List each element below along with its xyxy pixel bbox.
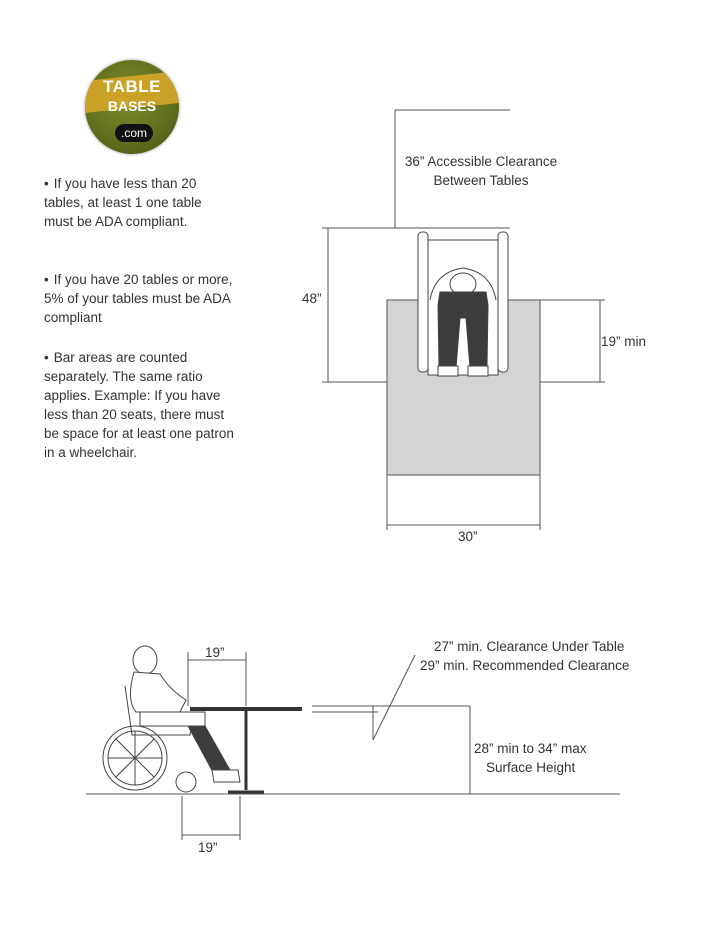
clearance-label-text: 36” Accessible Clearance Between Tables — [404, 154, 558, 188]
bullet-dot-icon: • — [44, 176, 49, 191]
width-label: 30” — [458, 529, 478, 544]
wheelchair-side-view — [103, 646, 240, 792]
left-wheel-top — [418, 232, 428, 372]
person-foot — [212, 770, 240, 782]
clearance-label — [396, 152, 566, 190]
knee-clearance-label: 19” min — [601, 334, 647, 349]
right-wheel-top — [498, 232, 508, 372]
surface-height-label: Surface Height — [486, 760, 576, 775]
bullet-dot-icon: • — [44, 272, 49, 287]
logo-text-table: TABLE — [103, 77, 161, 96]
lower-19-label: 19” — [198, 840, 218, 855]
left-foot-top — [438, 366, 458, 376]
upper-19-label: 19” — [205, 645, 225, 660]
depth-label: 48” — [302, 291, 322, 306]
person-lower-leg — [188, 726, 230, 774]
wheelchair-top-view — [418, 232, 508, 376]
bullet-text: If you have less than 20 tables, at least 1 one table must be ADA compliant. — [44, 176, 202, 229]
bullet-text: Bar areas are counted separately. The same ratio applies. Example: If you have less than 20 seats, there must be space for at least one patron in a wheelchair. — [44, 350, 234, 460]
surface-height-range-label: 28” min to 34” max — [474, 741, 587, 756]
clearance-under-table-label: 27” min. Clearance Under Table — [434, 639, 625, 654]
logo-text-com: .com — [115, 124, 153, 142]
right-foot-top — [468, 366, 488, 376]
bullet-text: If you have 20 tables or more, 5% of your tables must be ADA compliant — [44, 272, 233, 325]
logo-text-bases: BASES — [107, 98, 157, 114]
caster-wheel — [176, 772, 196, 792]
clearance-label-leader — [373, 655, 415, 740]
recommended-clearance-label: 29” min. Recommended Clearance — [420, 658, 630, 673]
bullet-dot-icon: • — [44, 350, 49, 365]
person-head-side — [133, 646, 157, 674]
person-torso-side — [130, 672, 186, 712]
person-lap-side — [140, 712, 205, 726]
